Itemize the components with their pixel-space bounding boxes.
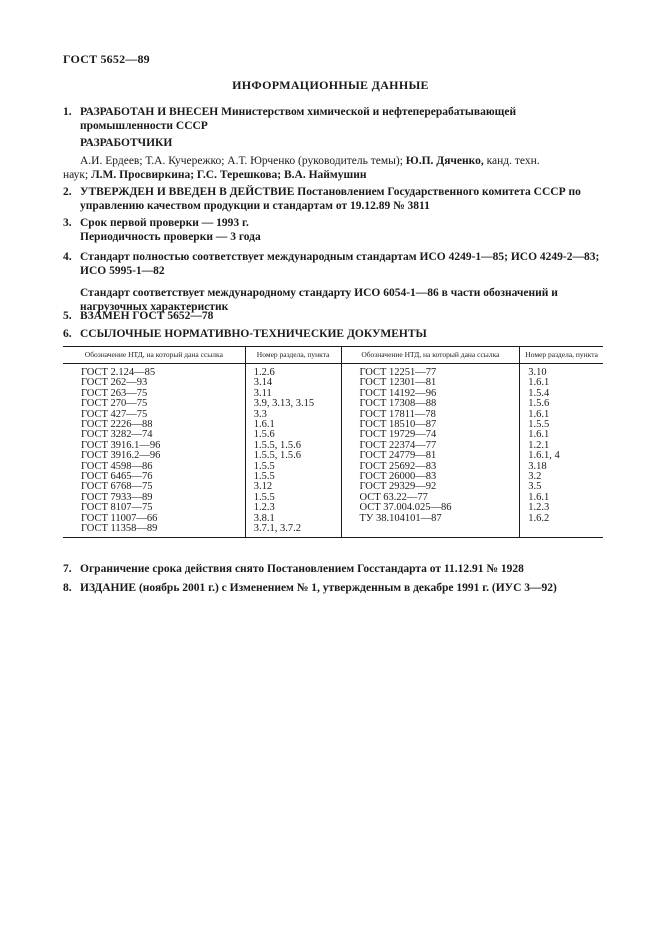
item-text: УТВЕРЖДЕН И ВВЕДЕН В ДЕЙСТВИЕ Постановлением Государственного комитета СССР по управлению качеством продукции и стандартам от 19.12.89 № 3811 [80,186,581,212]
section-cell: 1.5.4 [520,389,603,399]
ntd-cell: ГОСТ 26000—83 [359,471,437,483]
developers-heading: РАЗРАБОТЧИКИ [80,137,173,149]
table-header-row [63,347,603,364]
ntd-cell: ГОСТ 7933—89 [81,491,153,503]
ntd-cell: ГОСТ 17308—88 [359,398,437,410]
section-cell: 3.12 [245,482,341,492]
item-text: РАЗРАБОТАН И ВНЕСЕН Министерством химической и нефтеперерабатывающей промышленности СССР [80,106,517,132]
item-text: ВЗАМЕН ГОСТ 5652—78 [80,310,214,322]
ntd-cell: ГОСТ 12251—77 [359,367,437,378]
col-header-ntd-right: Обозначение НТД, на который дана ссылка [341,347,520,364]
section-cell [520,524,603,537]
ntd-cell: ГОСТ 6465—76 [81,471,153,483]
ntd-cell: ГОСТ 29329—92 [359,481,437,493]
section-cell: 1.5.5, 1.5.6 [245,451,341,461]
ntd-cell: ТУ 38.104101—87 [359,512,442,524]
table-row [63,364,603,379]
developers-lead: Ю.П. Дяченко, [405,155,484,167]
section-cell: 1.2.3 [520,503,603,513]
item-text: ССЫЛОЧНЫЕ НОРМАТИВНО-ТЕХНИЧЕСКИЕ ДОКУМЕНТЫ [80,328,427,340]
ntd-cell: ГОСТ 18510—87 [359,419,437,431]
ntd-cell: ГОСТ 263—75 [81,387,148,399]
col-header-section-right: Номер раздела, пункта [520,347,603,364]
item-8 [63,581,603,595]
item-4 [63,250,603,314]
section-cell: 1.5.5 [520,420,603,430]
developers-degree: канд. техн. [486,155,540,167]
section-cell: 1.5.5 [245,462,341,472]
page-title: ИНФОРМАЦИОННЫЕ ДАННЫЕ [232,78,429,92]
item-3 [63,216,603,244]
ntd-cell: ГОСТ 17811—78 [359,408,436,420]
section-cell: 3.2 [520,472,603,482]
table-row [63,524,603,537]
developers-line-2 [63,168,603,182]
section-cell: 3.14 [245,378,341,388]
ntd-cell: ГОСТ 3916.2—96 [81,450,161,462]
item-text: Стандарт полностью соответствует международным стандартам ИСО 4249-1—85; ИСО 4249-2—83; ИСО 5995-1—82 [80,251,600,277]
ntd-cell: ГОСТ 2.124—85 [81,367,156,378]
ntd-cell: ГОСТ 11007—66 [81,512,158,524]
section-cell: 3.18 [520,462,603,472]
ntd-cell: ОСТ 63.22—77 [359,491,428,503]
section-cell: 3.11 [245,389,341,399]
item-number: 6. [63,328,72,340]
section-cell: 1.6.1 [520,410,603,420]
section-cell: 1.6.1 [520,378,603,388]
developers-heading-block [63,136,603,150]
ntd-cell: ГОСТ 3916.1—96 [81,439,161,451]
section-cell: 3.5 [520,482,603,492]
section-cell: 3.7.1, 3.7.2 [245,524,341,537]
section-cell: 1.6.2 [520,514,603,524]
section-cell: 3.10 [520,364,603,379]
item-2 [63,185,603,213]
item-number: 1. [63,106,72,118]
item-1 [63,105,603,133]
item-number: 2. [63,186,72,198]
section-cell: 3.9, 3.13, 3.15 [245,399,341,409]
item-5 [63,309,603,323]
section-cell: 1.6.1 [520,430,603,440]
document-id: ГОСТ 5652—89 [63,52,150,66]
item-number: 3. [63,217,72,229]
item-number: 8. [63,582,72,594]
ntd-cell: ГОСТ 25692—83 [359,460,437,472]
section-cell: 3.8.1 [245,514,341,524]
section-cell: 1.2.3 [245,503,341,513]
section-cell: 1.5.5 [245,472,341,482]
developers-line-1 [80,154,603,168]
item-number: 7. [63,563,72,575]
ntd-cell: ГОСТ 3282—74 [81,429,153,441]
ntd-cell [341,524,520,537]
ntd-cell: ГОСТ 24779—81 [359,450,437,462]
section-cell: 1.5.6 [245,430,341,440]
ntd-cell: ГОСТ 270—75 [81,398,148,410]
check-periodicity: Периодичность проверки — 3 года [80,231,261,243]
ntd-cell: ГОСТ 19729—74 [359,429,437,441]
item-text: ИЗДАНИЕ (ноябрь 2001 г.) с Изменением № 1, утвержденным в декабре 1991 г. (ИУС 3—92) [80,582,557,594]
section-cell: 1.2.6 [245,364,341,379]
ntd-cell: ГОСТ 2226—88 [81,419,153,431]
first-check-term: Срок первой проверки — 1993 г. [80,217,249,229]
ntd-cell: ГОСТ 22374—77 [359,439,437,451]
col-header-ntd-left: Обозначение НТД, на который дана ссылка [63,347,245,364]
ntd-cell: ГОСТ 262—93 [81,377,148,389]
ntd-cell: ОСТ 37.004.025—86 [359,502,452,514]
ntd-cell: ГОСТ 8107—75 [81,502,153,514]
item-text: Ограничение срока действия снято Постановлением Госстандарта от 11.12.91 № 1928 [80,563,524,575]
item-text-2: Стандарт соответствует международному стандарту ИСО 6054-1—86 в части обозначений и нагрузочных характеристик [80,287,558,313]
section-cell: 1.6.1 [245,420,341,430]
developers-others: Л.М. Просвиркина; Г.С. Терешкова; В.А. Наймушин [91,169,367,181]
section-cell: 1.5.5, 1.5.6 [245,441,341,451]
item-number: 4. [63,251,72,263]
ntd-cell: ГОСТ 11358—89 [63,524,245,537]
section-cell: 1.6.1, 4 [520,451,603,461]
ntd-cell: ГОСТ 6768—75 [81,481,153,493]
ntd-cell: ГОСТ 14192—96 [359,387,437,399]
section-cell: 1.2.1 [520,441,603,451]
item-7 [63,562,603,576]
section-cell: 1.5.5 [245,493,341,503]
ntd-cell: ГОСТ 427—75 [81,408,148,420]
ntd-cell: ГОСТ 4598—86 [81,460,153,472]
section-cell: 1.6.1 [520,493,603,503]
col-header-section-left: Номер раздела, пункта [245,347,341,364]
item-number: 5. [63,310,72,322]
ntd-cell: ГОСТ 12301—81 [359,377,437,389]
developers-names: А.И. Ердеев; Т.А. Кучережко; А.Т. Юрченко (руководитель темы); [80,155,403,167]
section-cell: 1.5.6 [520,399,603,409]
references-table [63,346,603,538]
item-6 [63,327,603,341]
section-cell: 3.3 [245,410,341,420]
developers-degree-end: наук; [63,169,89,181]
